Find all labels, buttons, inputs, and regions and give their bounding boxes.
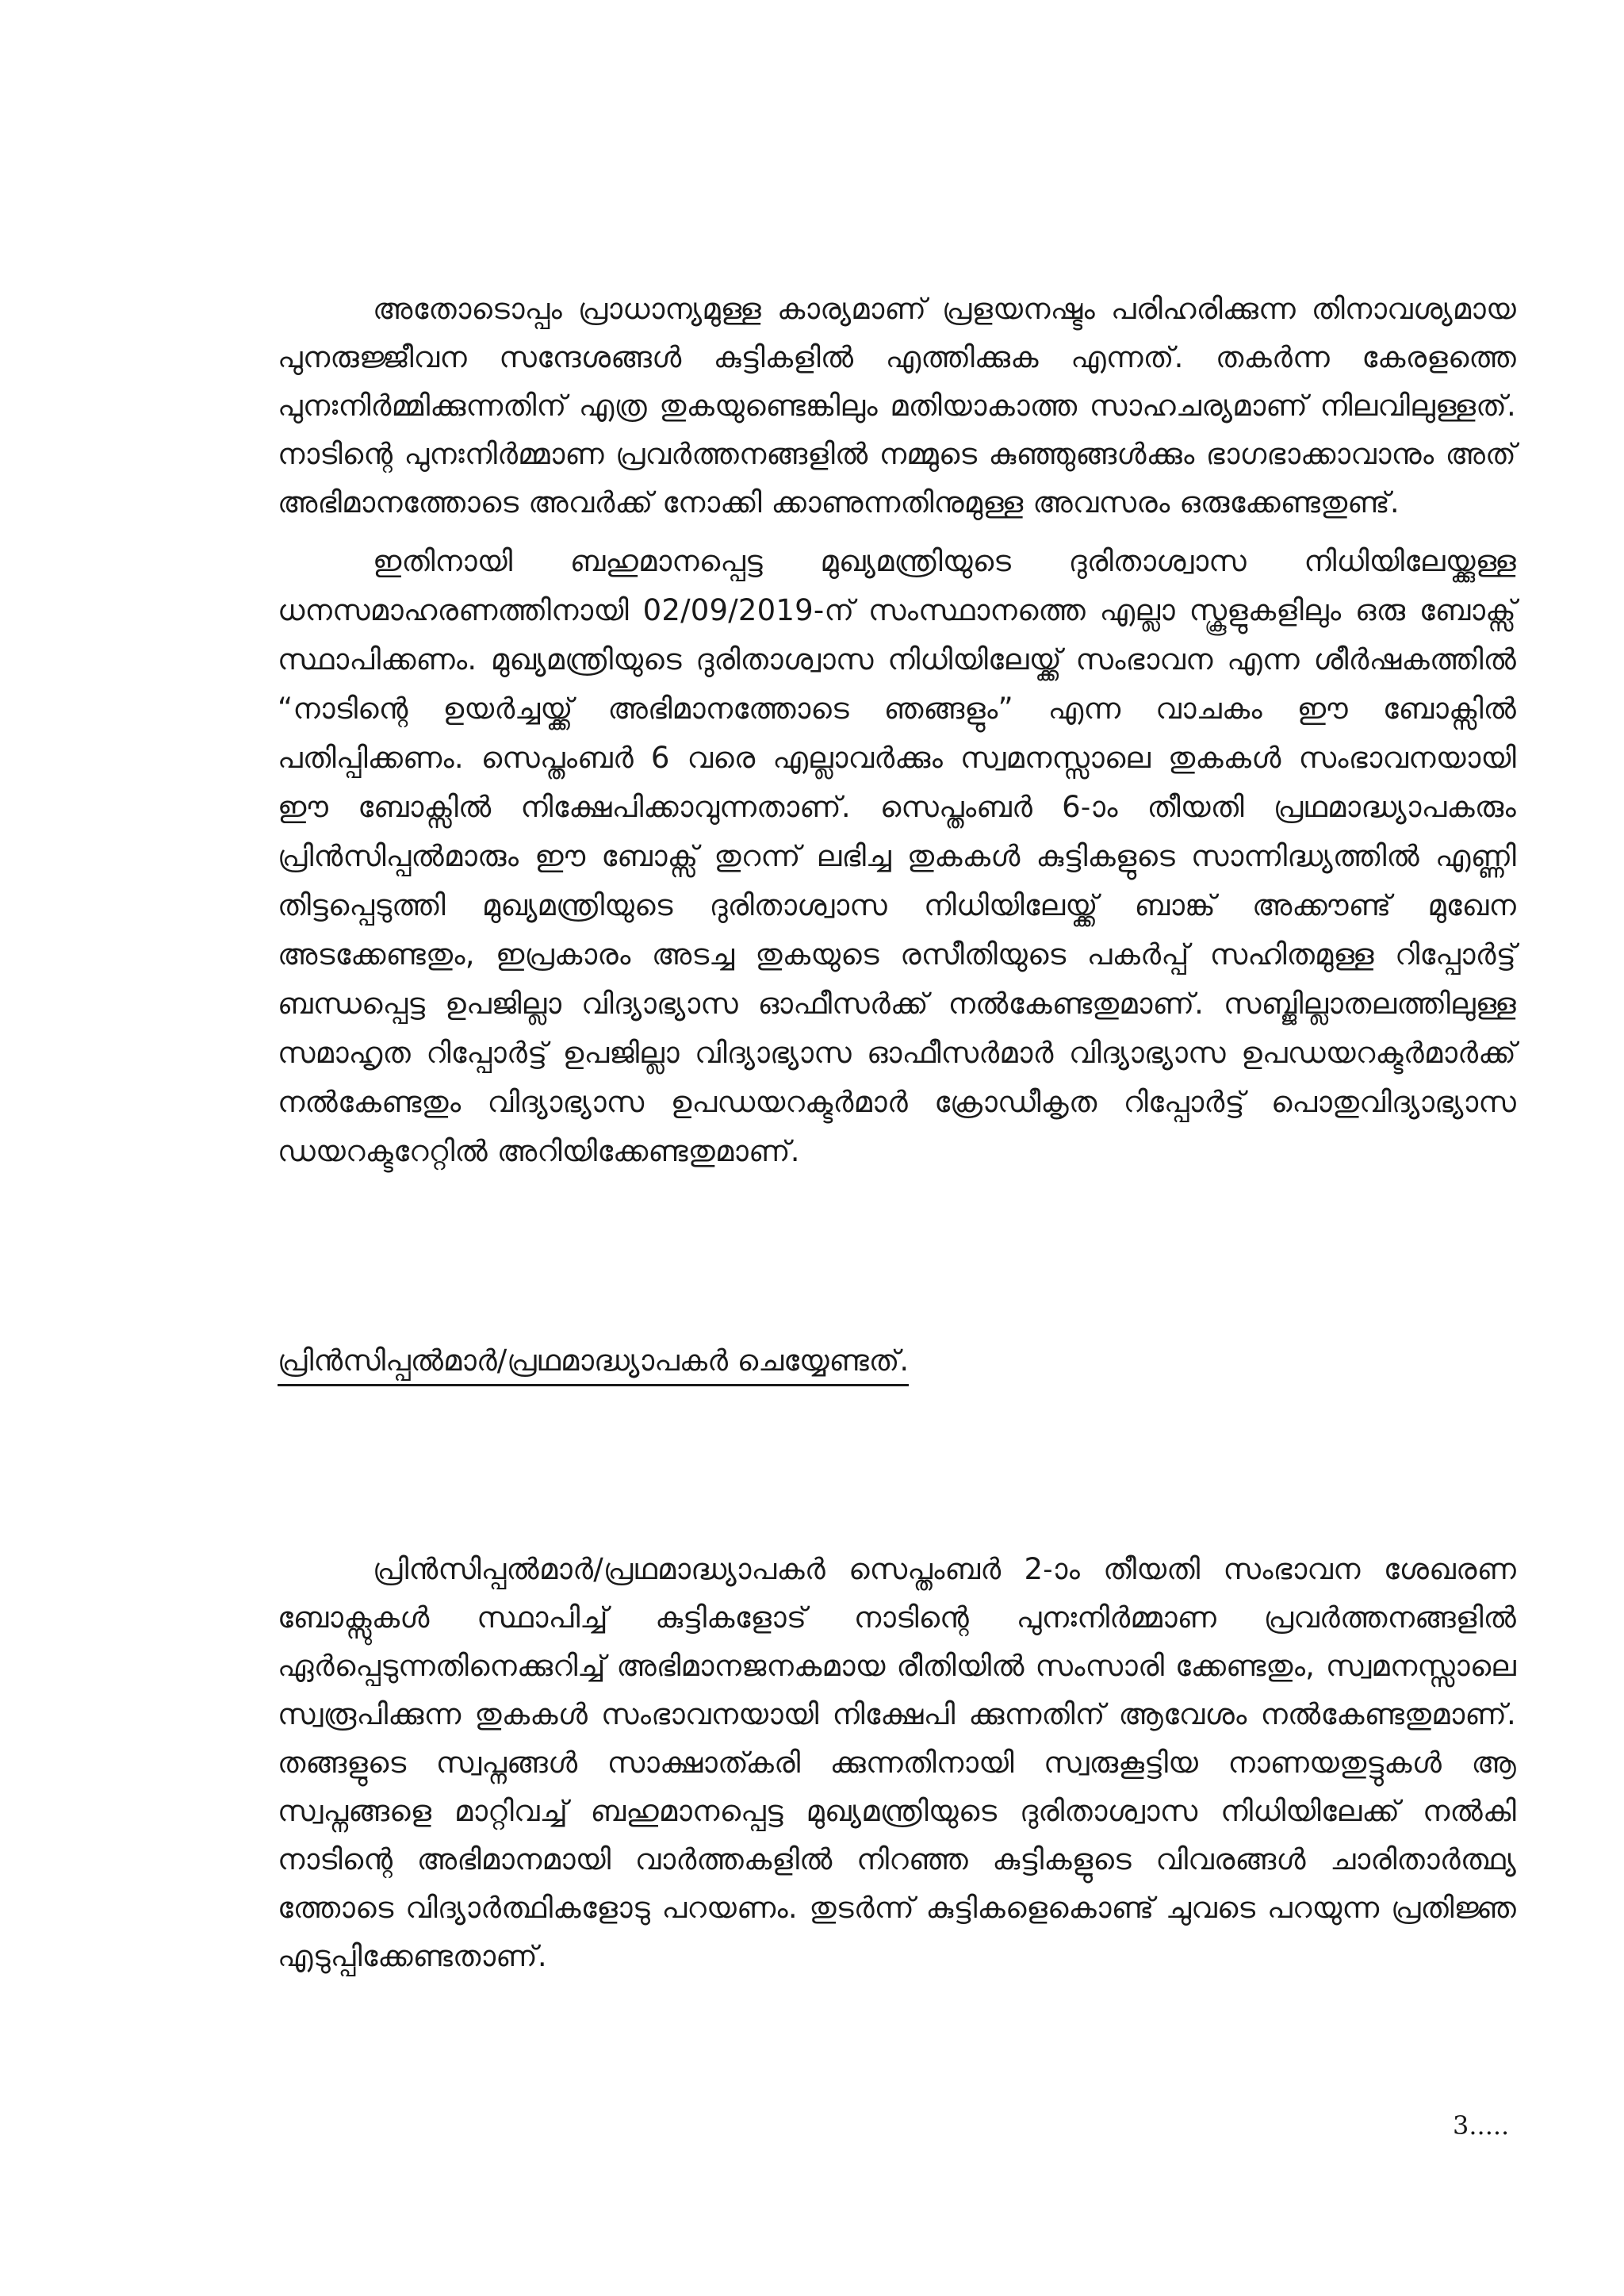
body-paragraph: പ്രിൻസിപ്പൽമാർ/പ്രഥമാദ്ധ്യാപകർ സെപ്തംബർ 2-ാം തീയതി സംഭാവന ശേഖരണ ബോക്സുകൾ സ്ഥാപിച്ച് കുട്ടികളോട് നാടിന്റെ പുനഃനിർമ്മാണ പ്രവർത്തനങ്ങളിൽ ഏർപ്പെടുന്നതിനെക്കുറിച്ച് അഭിമാനജനകമായ രീതിയിൽ സംസാരി ക്കേണ്ടതും, സ്വമനസ്സാലെ സ്വരൂപിക്കുന്ന തുകകൾ സംഭാവനയായി നിക്ഷേപി ക്കുന്നതിന് ആവേശം നൽകേണ്ടതുമാണ്. തങ്ങളുടെ സ്വപ്നങ്ങൾ സാക്ഷാത്കരി ക്കുന്നതിനായി സ്വരുകൂട്ടിയ നാണയതുട്ടുകൾ ആ സ്വപ്നങ്ങളെ മാറ്റിവച്ച് ബഹുമാനപ്പെട്ട മുഖ്യമന്ത്രിയുടെ ദുരിതാശ്വാസ നിധിയിലേക്ക് നൽകി നാടിന്റെ അഭിമാനമായി വാർത്തകളിൽ നിറഞ്ഞ കുട്ടികളുടെ വിവരങ്ങൾ ചാരിതാർത്ഥ്യ ത്തോടെ വിദ്യാർത്ഥികളോടു പറയണം. തുടർന്ന് കുട്ടികളെകൊണ്ട് ചുവടെ പറയുന്ന പ്രതിജ്ഞ എടുപ്പിക്കേണ്ടതാണ്. bbox=[278, 1552, 1516, 1973]
body-paragraph: ഇതിനായി ബഹുമാനപ്പെട്ട മുഖ്യമന്ത്രിയുടെ ദുരിതാശ്വാസ നിധിയിലേയ്ക്കുള്ള ധനസമാഹരണത്തിനായി 02/09/2019-ന് സംസ്ഥാനത്തെ എല്ലാ സ്കൂളുകളിലും ഒരു ബോക്സ് സ്ഥാപിക്കണം. മുഖ്യമന്ത്രിയുടെ ദുരിതാശ്വാസ നിധിയിലേയ്ക്ക് സംഭാവന എന്ന ശീർഷകത്തിൽ “നാടിന്റെ ഉയർച്ചയ്ക്ക് അഭിമാനത്തോടെ ഞങ്ങളും” എന്ന വാചകം ഈ ബോക്സിൽ പതിപ്പിക്കണം. സെപ്തംബർ 6 വരെ എല്ലാവർക്കും സ്വമനസ്സാലെ തുകകൾ സംഭാവനയായി ഈ ബോക്സിൽ നിക്ഷേപിക്കാവുന്നതാണ്. സെപ്തംബർ 6-ാം തീയതി പ്രഥമാദ്ധ്യാപകരും പ്രിൻസിപ്പൽമാരും ഈ ബോക്സ് തുറന്ന് ലഭിച്ച തുകകൾ കുട്ടികളുടെ സാന്നിദ്ധ്യത്തിൽ എണ്ണി തിട്ടപ്പെടുത്തി മുഖ്യമന്ത്രിയുടെ ദുരിതാശ്വാസ നിധിയിലേയ്ക്ക് ബാങ്ക് അക്കൗണ്ട് മുഖേന അടക്കേണ്ടതും, ഇപ്രകാരം അടച്ച തുകയുടെ രസീതിയുടെ പകർപ്പ് സഹിതമുള്ള റിപ്പോർട്ട് ബന്ധപ്പെട്ട ഉപജില്ലാ വിദ്യാഭ്യാസ ഓഫീസർക്ക് നൽകേണ്ടതുമാണ്. സബ്ജില്ലാതലത്തിലുള്ള സമാഹൃത റിപ്പോർട്ട് ഉപജില്ലാ വിദ്യാഭ്യാസ ഓഫീസർമാർ വിദ്യാഭ്യാസ ഉപഡയറക്ടർമാർക്ക് നൽകേണ്ടതും വിദ്യാഭ്യാസ ഉപഡയറക്ടർമാർ ക്രോഡീകൃത റിപ്പോർട്ട് പൊതുവിദ്യാഭ്യാസ ഡയറക്ടറേറ്റിൽ അറിയിക്കേണ്ടതുമാണ്. bbox=[278, 544, 1516, 1168]
body-paragraph: അതോടൊപ്പം പ്രാധാന്യമുള്ള കാര്യമാണ് പ്രളയനഷ്ടം പരിഹരിക്കുന്ന തിനാവശ്യമായ പുനരുജ്ജീവന സന്ദേശങ്ങൾ കുട്ടികളിൽ എത്തിക്കുക എന്നത്. തകർന്ന കേരളത്തെ പുനഃനിർമ്മിക്കുന്നതിന് എത്ര തുകയുണ്ടെങ്കിലും മതിയാകാത്ത സാഹചര്യമാണ് നിലവിലുള്ളത്. നാടിന്റെ പുനഃനിർമ്മാണ പ്രവർത്തനങ്ങളിൽ നമ്മുടെ കുഞ്ഞുങ്ങൾക്കും ഭാഗഭാക്കാവാനും അത് അഭിമാനത്തോടെ അവർക്ക് നോക്കി ക്കാണുന്നതിനുമുള്ള അവസരം ഒരുക്കേണ്ടതുണ്ട്. bbox=[278, 292, 1516, 519]
section-heading: പ്രിൻസിപ്പൽമാർ/പ്രഥമാദ്ധ്യാപകർ ചെയ്യേണ്ടത്. bbox=[278, 1341, 909, 1386]
page-number: 3..... bbox=[1453, 2110, 1510, 2141]
